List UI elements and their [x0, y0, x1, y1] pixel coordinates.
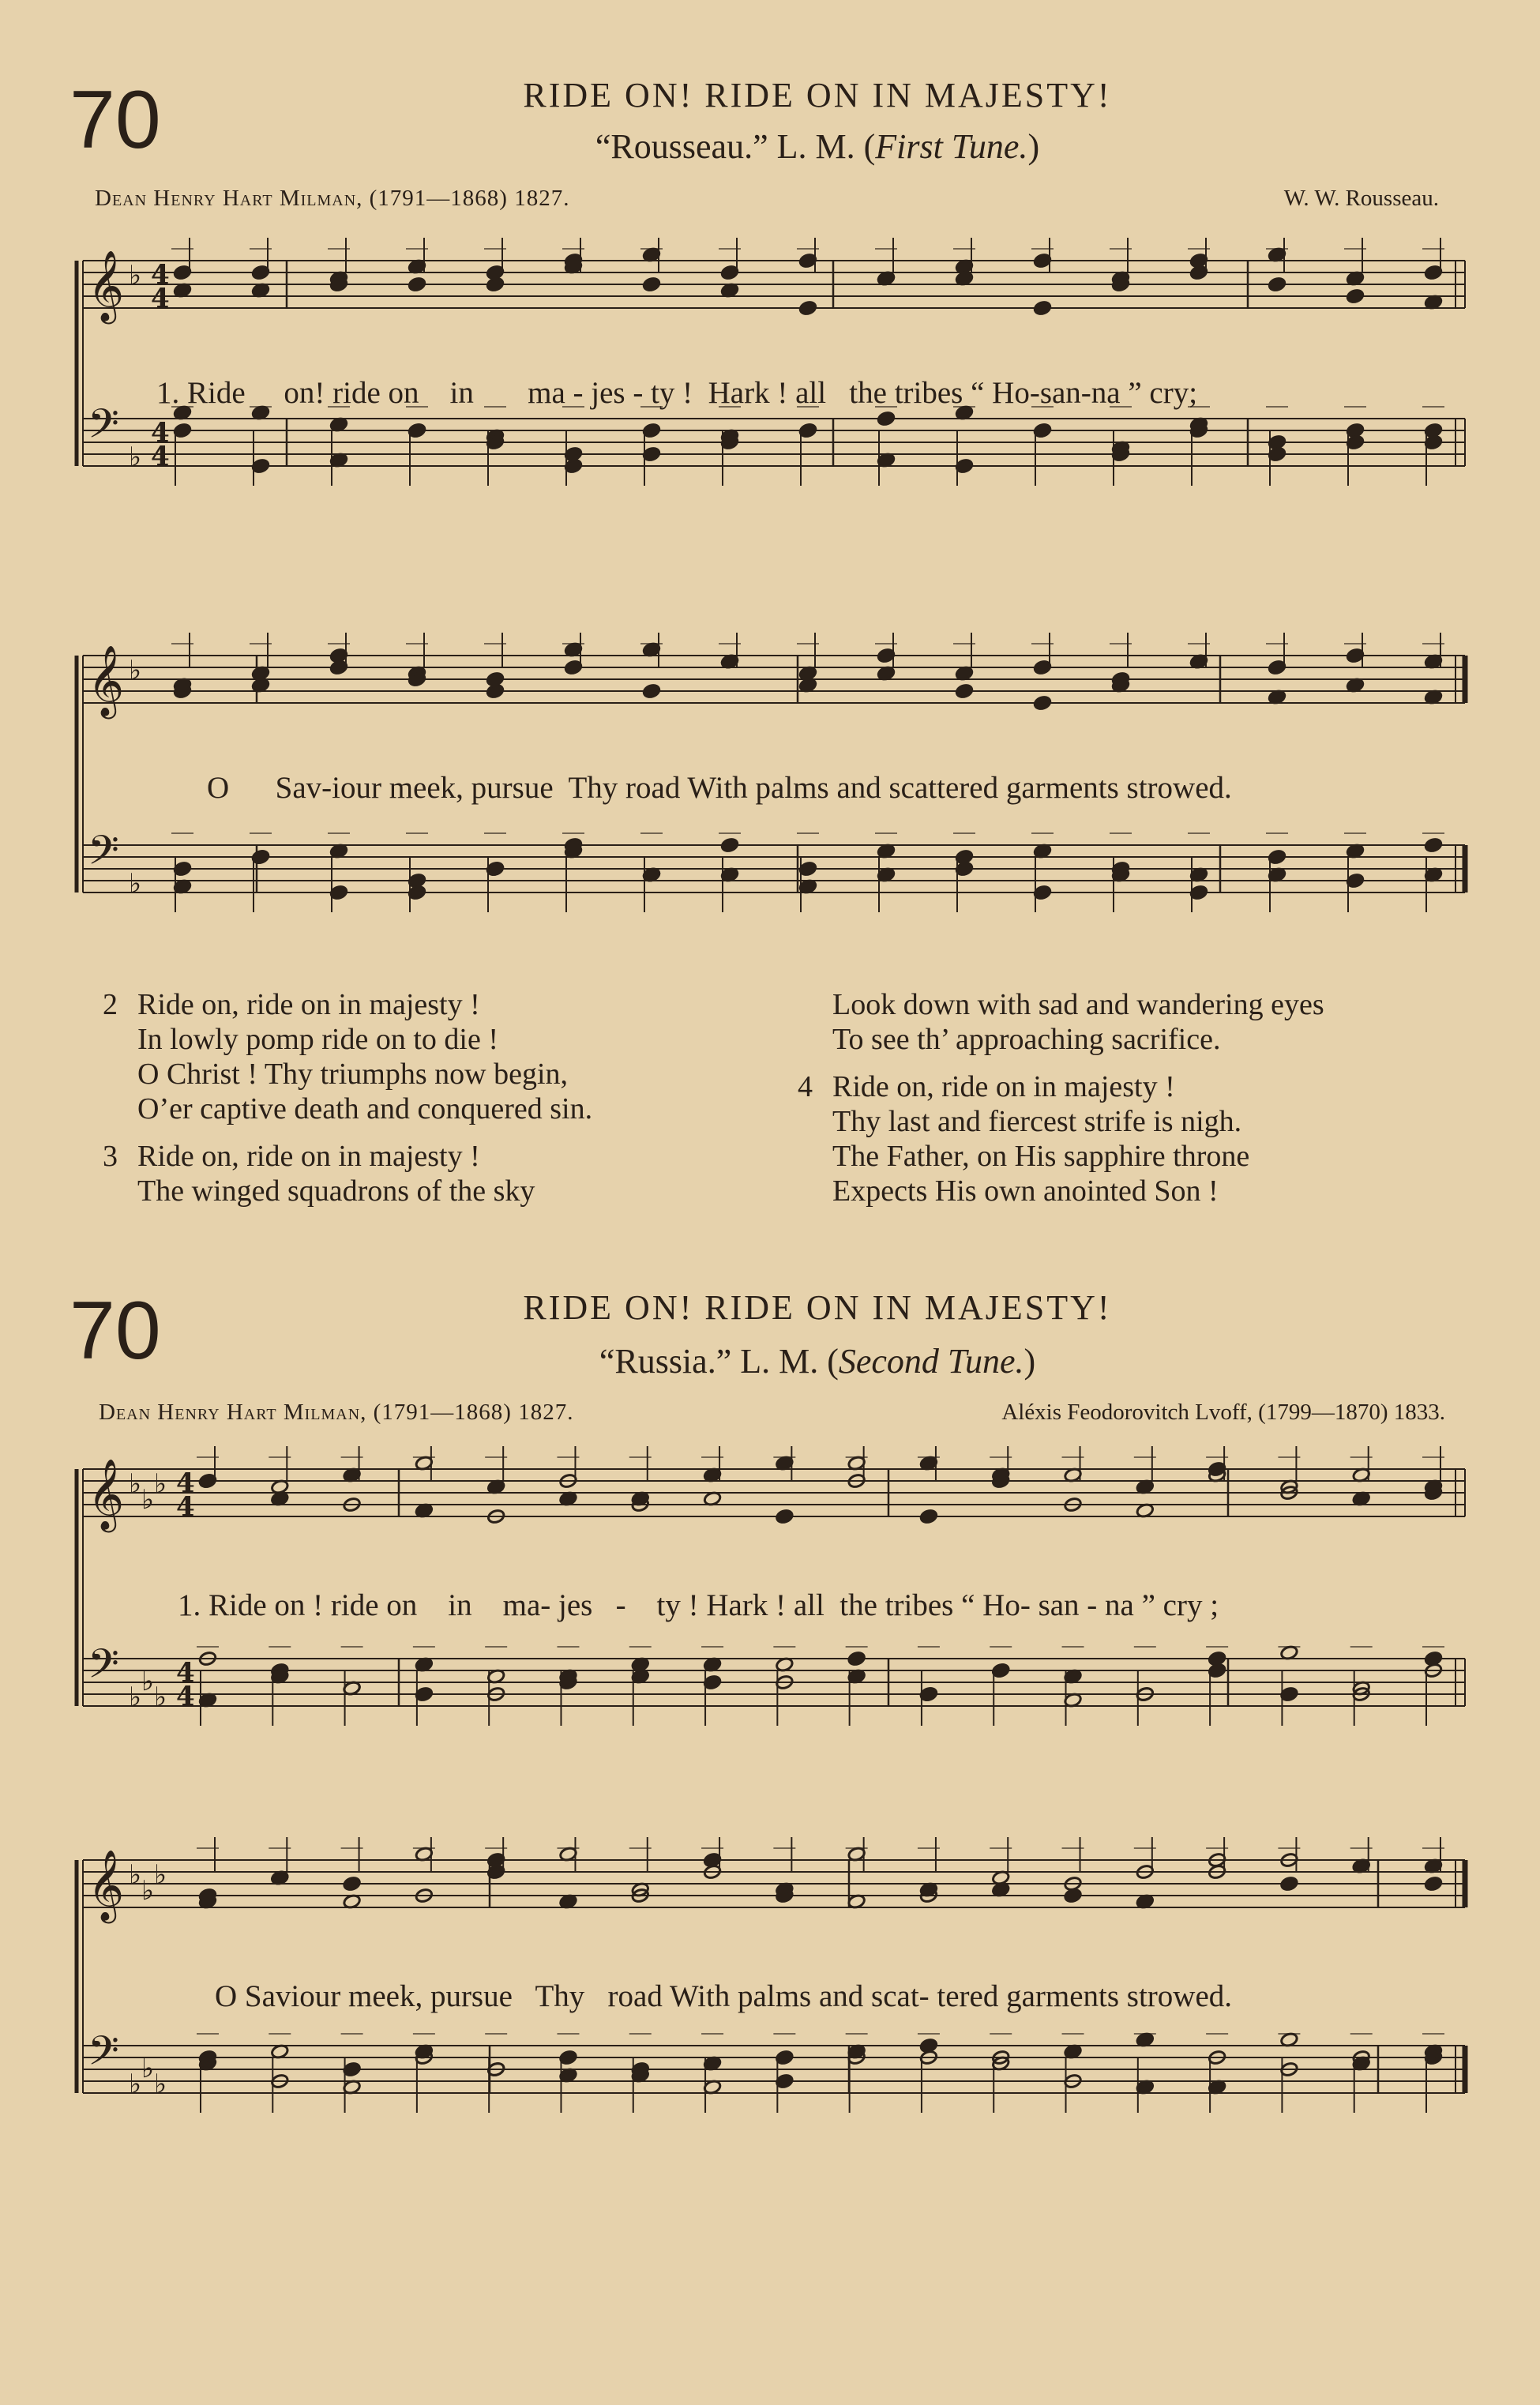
quarter-note: [720, 837, 739, 853]
verse-2: [103, 987, 592, 1126]
tune-emphasis: First Tune.: [875, 127, 1028, 166]
quarter-note: [919, 1509, 938, 1524]
verse-line: Expects His own anointed Son !: [832, 1174, 1219, 1208]
verse-line: The Father, on His sapphire throne: [832, 1140, 1250, 1173]
verse-number: 2: [103, 988, 118, 1021]
hymn-title: RIDE ON! RIDE ON IN MAJESTY!: [523, 76, 1112, 115]
author-credit: Dean Henry Hart Milman, (1791—1868) 1827.: [95, 186, 570, 211]
flat-icon: ♭: [141, 1666, 155, 1697]
verse-line: In lowly pomp ride on to die !: [137, 1023, 498, 1056]
flat-icon: ♭: [154, 1468, 167, 1500]
quarter-note: [343, 1876, 362, 1892]
time-signature-top: 4: [176, 1657, 195, 1689]
bass-clef-icon: 𝄢: [88, 1640, 119, 1697]
quarter-note: [776, 1509, 794, 1524]
tune-emphasis: Second Tune.: [838, 1342, 1024, 1381]
flat-icon: ♭: [129, 1682, 142, 1713]
time-signature-top: 4: [151, 417, 170, 449]
flat-icon: ♭: [129, 1859, 142, 1891]
treble-clef-icon: 𝄞: [88, 1850, 125, 1921]
flat-icon: ♭: [129, 1468, 142, 1500]
verse-line: The winged squadrons of the sky: [137, 1174, 535, 1208]
verse-line: O Christ ! Thy triumphs now begin,: [137, 1058, 569, 1091]
verse-number: 4: [798, 1070, 813, 1103]
flat-icon: ♭: [154, 1682, 167, 1713]
quarter-note: [1424, 837, 1443, 853]
flat-icon: ♭: [154, 2069, 167, 2100]
lyric-line: O Sav-iour meek, pursue Thy road With palms and scattered garments strowed.: [207, 771, 1232, 805]
verse-line: Ride on, ride on in majesty !: [137, 988, 480, 1021]
music-system-4: [0, 1836, 1540, 2405]
quarter-note: [1033, 300, 1052, 316]
verses-left: [103, 987, 592, 1221]
bass-clef-icon: 𝄢: [88, 400, 119, 457]
bass-clef-icon: 𝄢: [88, 826, 119, 884]
treble-clef-icon: 𝄞: [88, 645, 125, 716]
hymn-number: 70: [69, 74, 161, 166]
time-signature-bottom: 4: [176, 1491, 195, 1523]
time-signature-bottom: 4: [151, 441, 170, 472]
quarter-note: [847, 1651, 866, 1667]
verse-line: Look down with sad and wandering eyes: [832, 988, 1324, 1021]
treble-clef-icon: 𝄞: [88, 1459, 125, 1530]
quarter-note: [408, 276, 426, 292]
time-signature-top: 4: [176, 1467, 195, 1499]
quarter-note: [1424, 1876, 1443, 1892]
flat-icon: ♭: [129, 2069, 142, 2100]
composer-credit: W. W. Rousseau.: [1283, 186, 1439, 211]
flat-icon: ♭: [141, 1484, 155, 1516]
flat-icon: ♭: [129, 655, 142, 686]
quarter-note: [1280, 1876, 1299, 1892]
flat-icon: ♭: [129, 868, 142, 900]
tune-name: [0, 1341, 1540, 1381]
tune-prefix: “Rousseau.” L. M. (: [595, 127, 876, 166]
tune-suffix: ): [1027, 127, 1040, 166]
verse-4: [798, 1069, 1324, 1208]
verse-line: Ride on, ride on in majesty !: [832, 1070, 1175, 1103]
quarter-note: [1268, 276, 1286, 292]
verses-right: [798, 987, 1324, 1221]
time-signature-top: 4: [151, 259, 170, 291]
quarter-note: [642, 683, 661, 699]
quarter-note: [877, 411, 896, 427]
quarter-note: [798, 300, 817, 316]
treble-clef-icon: 𝄞: [88, 250, 125, 321]
hymn-number: 70: [69, 1285, 161, 1377]
verse-3-continued: [798, 987, 1324, 1057]
tune-prefix: “Russia.” L. M. (: [599, 1342, 839, 1381]
time-signature-bottom: 4: [151, 283, 170, 314]
flat-icon: ♭: [154, 1859, 167, 1891]
quarter-note: [1033, 695, 1052, 711]
quarter-note: [642, 276, 661, 292]
hymn-title: RIDE ON! RIDE ON IN MAJESTY!: [523, 1288, 1112, 1327]
time-signature-bottom: 4: [176, 1681, 195, 1712]
verse-3: [103, 1139, 592, 1208]
composer-credit: Aléxis Feodorovitch Lvoff, (1799—1870) 1833.: [1001, 1400, 1445, 1425]
tune-name: [0, 126, 1540, 167]
lyric-line: 1. Ride on ! ride on in ma- jes - ty ! Hark ! all the tribes “ Ho- san - na ” cry ;: [178, 1588, 1219, 1622]
flat-icon: ♭: [141, 2053, 155, 2084]
verse-number: 3: [103, 1140, 118, 1173]
author-credit: Dean Henry Hart Milman, (1791—1868) 1827.: [99, 1400, 574, 1425]
quarter-note: [1064, 1888, 1083, 1903]
lyric-line: O Saviour meek, pursue Thy road With palms and scat- tered garments strowed.: [215, 1979, 1233, 2013]
flat-icon: ♭: [129, 442, 142, 473]
tune-suffix: ): [1024, 1342, 1036, 1381]
verse-line: Ride on, ride on in majesty !: [137, 1140, 480, 1173]
flat-icon: ♭: [141, 1875, 155, 1907]
verse-line: O’er captive death and conquered sin.: [137, 1092, 593, 1125]
quarter-note: [1346, 288, 1365, 304]
quarter-note: [486, 671, 505, 687]
flat-icon: ♭: [129, 260, 142, 291]
verse-line: Thy last and fiercest strife is nigh.: [832, 1105, 1242, 1138]
lyric-line: 1. Ride on! ride on in ma - jes - ty ! Hark ! all the tribes “ Ho-san-na ” cry;: [156, 376, 1198, 410]
verse-line: To see th’ approaching sacrifice.: [832, 1023, 1221, 1056]
quarter-note: [955, 683, 974, 699]
bass-clef-icon: 𝄢: [88, 2027, 119, 2084]
